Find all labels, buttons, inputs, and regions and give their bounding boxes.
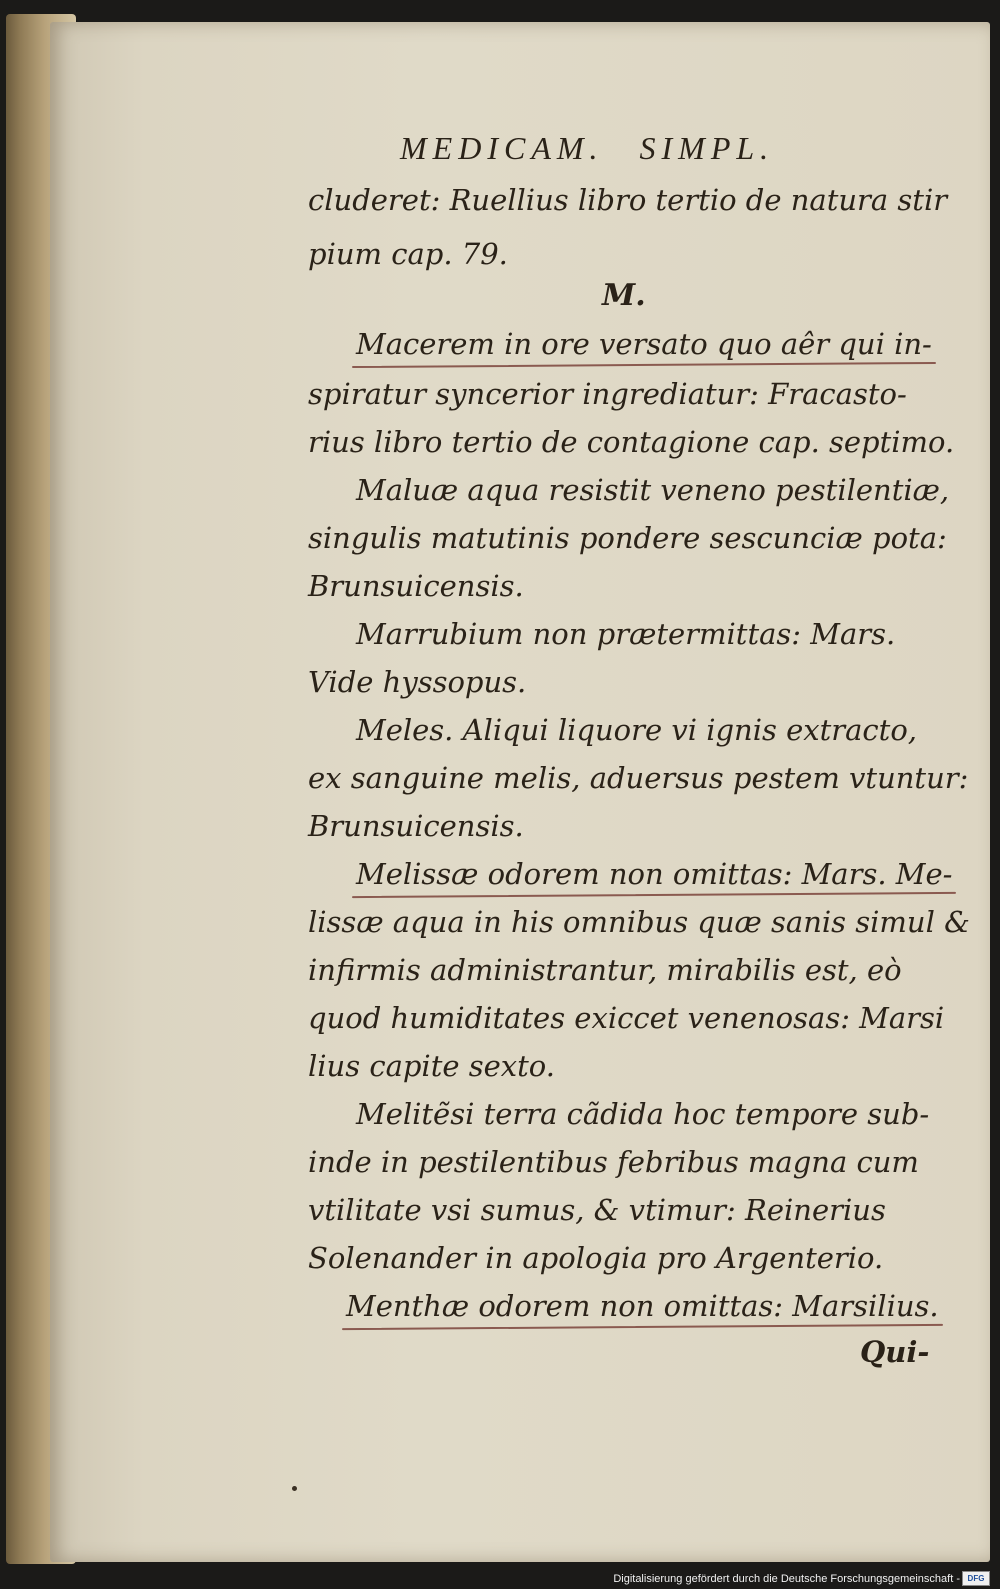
- text-line: spiratur syncerior ingrediatur: Fracasto-: [308, 377, 907, 411]
- text-line: Maluæ aqua resistit veneno pestilentiæ,: [356, 473, 950, 507]
- text-line: Brunsuicensis.: [308, 809, 524, 843]
- text-line: Melitẽsi terra cãdida hoc tempore sub-: [356, 1097, 930, 1131]
- text-line: [356, 327, 996, 361]
- dfg-logo: DFG: [962, 1571, 990, 1586]
- running-header: [400, 130, 810, 167]
- text-line: rius libro tertio de contagione cap. septimo.: [308, 425, 955, 459]
- text-line: lissæ aqua in his omnibus quæ sanis simul &: [308, 905, 970, 939]
- header-left: MEDICAM.: [400, 130, 604, 166]
- text-line: Vide hyssopus.: [308, 665, 527, 699]
- text-line: cluderet: Ruellius libro tertio de natura stir: [308, 183, 948, 217]
- underlined-entry: Menthæ odorem non omittas: Marsilius.: [346, 1289, 939, 1323]
- text-line: Marrubium non prætermittas: Mars.: [356, 617, 896, 651]
- text-line: [356, 857, 996, 891]
- digitization-credit: Digitalisierung gefördert durch die Deutsche Forschungsgemeinschaft -: [613, 1573, 960, 1585]
- header-right: SIMPL.: [639, 130, 775, 166]
- text-line: singulis matutinis pondere sescunciæ pota:: [308, 521, 947, 555]
- text-line: infirmis administrantur, mirabilis est, eò: [308, 953, 902, 987]
- text-line: vtilitate vsi sumus, & vtimur: Reinerius: [308, 1193, 886, 1227]
- text-line: Meles. Aliqui liquore vi ignis extracto,: [356, 713, 917, 747]
- catchword: Qui-: [860, 1335, 930, 1369]
- text-line: Brunsuicensis.: [308, 569, 524, 603]
- paper-speck: [292, 1486, 297, 1491]
- text-line: Solenander in apologia pro Argenterio.: [308, 1241, 884, 1275]
- text-line: [346, 1289, 986, 1323]
- text-line: lius capite sexto.: [308, 1049, 555, 1083]
- section-letter: M.: [602, 278, 646, 313]
- underlined-entry: Melissæ odorem non omittas: Mars. Me-: [356, 857, 953, 891]
- text-line: pium cap. 79.: [308, 237, 508, 271]
- underlined-entry: Macerem in ore versato quo aêr qui in-: [356, 327, 932, 361]
- text-line: ex sanguine melis, aduersus pestem vtuntur:: [308, 761, 969, 795]
- text-line: quod humiditates exiccet venenosas: Marsi: [308, 1001, 945, 1035]
- text-line: inde in pestilentibus febribus magna cum: [308, 1145, 919, 1179]
